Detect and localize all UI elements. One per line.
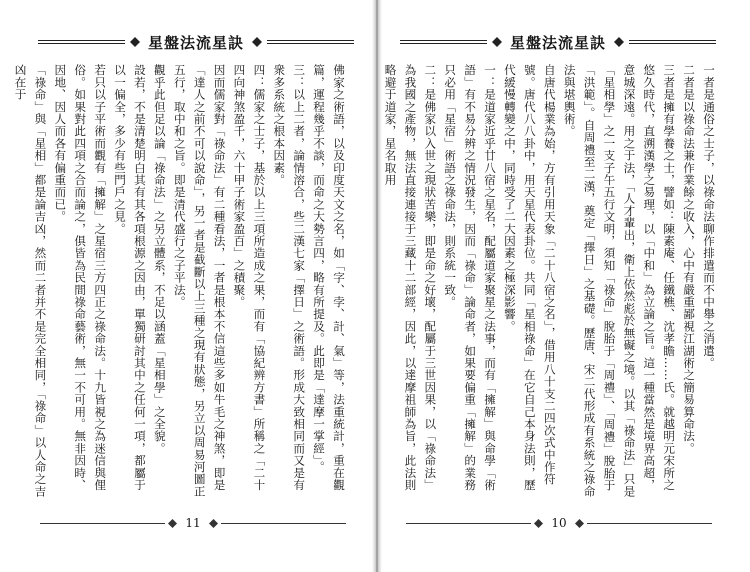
header-rule <box>267 40 354 44</box>
diamond-ornament-icon <box>534 519 543 528</box>
paragraph: 觀乎此但足以論「祿命法」之另立體系，不足以涵蓋「星相學」之全貌。 <box>152 64 167 455</box>
paragraph: 一：是道家近乎廿八宿之星名，配屬道家聚星之法事，而有「擁解」與命學「術語」有不易分辨之情況發生，因而「祿命」論命者，如果要偏重「擁解」的業務只必用「星宿」術語之祿命法，則系統一致。 <box>443 64 498 491</box>
paragraph: 三：以上二者，論情溶合，些二漢七家「擇日」之術語。形成大致相同而又是有衆多系統之根本因素。 <box>272 64 307 491</box>
header-rule <box>629 40 716 44</box>
diamond-ornament-icon <box>614 37 624 47</box>
paragraph: 一者是通俗之士子，以祿命法聊作排遣而不中舉之消遣。 <box>702 64 716 369</box>
diamond-ornament-icon <box>209 519 218 528</box>
right-page <box>382 0 750 572</box>
running-header <box>38 32 354 52</box>
paragraph: 二者是以祿命法兼作業餘之收入，心中有嚴重鄙視江湖術之簡易算命法。 <box>682 64 697 455</box>
running-header <box>400 32 716 52</box>
running-header-title: 星盤法流星訣 <box>510 33 607 52</box>
diamond-ornament-icon <box>252 37 262 47</box>
footer-rule <box>221 523 346 524</box>
page-footer <box>40 516 346 530</box>
body-text <box>13 64 348 502</box>
paragraph: 三者是擁有學養之士，譬如：陳素庵、任鐵樵、沈孝瞻……氏。就越明元宋所之悠久時代，直溯漢學之易理，以「中和」為立論之旨。這一種當然是境界高超，意城深遠。用之于法，「人才輩出，衛上依然彪於無礙之境。以其「祿命法」只是「星相學」之一支子午五行文明，須知「祿命」脫胎于「周禮」、「周禮」脫胎于「洪範」。自周禮至二漢，奠定「擇日」之基礎。歷唐、宋二代形成有系統之祿命法與堪輿術。 <box>562 64 677 498</box>
footer-rule <box>587 523 712 524</box>
paragraph: 因而儒家對「祿命法」有二種看法，一者是根本不信這些多如牛毛之神煞，即是「達人之前不可以說命」，另一者是截斷以上三種之現有狀態，另立以周易河圖正五行，取中和之旨。即是清代盛行之子平法。 <box>172 64 227 498</box>
page-footer <box>406 516 712 530</box>
paragraph: 佛家之術語，以及印度天文之名，如「字、孛、計、氣」等，法重統計，重在觀篇，運程幾乎不談，而命之大勢言四，略有所提及。此即是「達摩一掌經」。 <box>312 64 346 491</box>
paragraph: 自唐代楊業為始，方有引用天象「二十八宿之名」，借用八十支二四次式中作符號。唐代八八卦中，用天星代表卦位。共同「星相祿命」在它自己本身法則，歷代緩慢轉變之中，同時受了二大因素之極深影響。 <box>502 64 557 491</box>
footer-rule <box>40 523 165 524</box>
body-text <box>383 64 718 502</box>
header-rule <box>38 40 125 44</box>
footer-rule <box>406 523 531 524</box>
header-rule <box>400 40 487 44</box>
paragraph: 「祿命」與「星相」都是論吉凶，然而二者并不是完全相同，「祿命」以人命之吉凶在于 <box>13 64 48 498</box>
page-number: 11 <box>185 516 201 530</box>
paragraph: 設若，不是清楚明白其有其各項根源之因由，單獨研討其中之任何一項，都屬于以一偏全，多少有些門戶之見。 <box>113 64 147 491</box>
diamond-ornament-icon <box>575 519 584 528</box>
left-page <box>0 0 372 572</box>
paragraph: 四：儒家之士子，基於以上三項所造成之果，而有「協紀辨方書」所稱之「二十四向神煞盈千，六十甲子術家盈百」之積聚。 <box>232 64 267 491</box>
diamond-ornament-icon <box>492 37 502 47</box>
diamond-ornament-icon <box>168 519 177 528</box>
diamond-ornament-icon <box>130 37 140 47</box>
running-header-title: 星盤法流星訣 <box>148 33 245 52</box>
page-number: 10 <box>551 516 567 530</box>
paragraph: 二：是佛家以入世之現狀苦樂，即是命之好壞，配屬于三世因果，以「祿命法」為我國之產物，無法直接連接于三藏十二部經，因此，以達摩祖師為旨，此法則略避于道家，星名取用 <box>383 64 438 491</box>
paragraph: 若只以子平術而觀有「擁解」之星宿三方四正之祿命法。十九皆視之為迷信與俚俗。如果對此四項之合而論之，俱皆為民間祿命藝術，無一不可用。無非因時、因地、因人而各有偏重而已。 <box>53 64 108 491</box>
